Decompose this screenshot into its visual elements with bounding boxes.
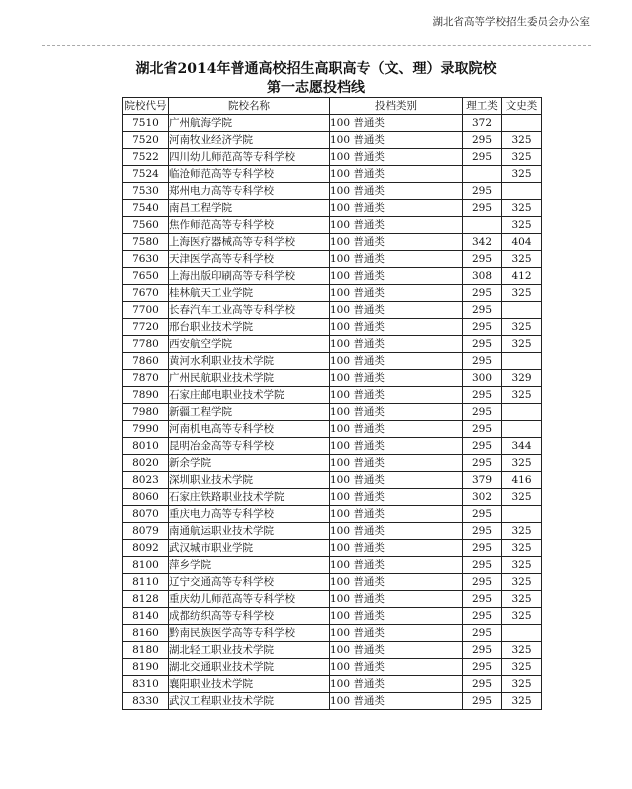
cell-code: 7720 — [123, 319, 169, 336]
cell-arts-score — [502, 353, 542, 370]
table-row — [123, 217, 542, 234]
table-row — [123, 608, 542, 625]
cell-admission-type: 100 普通类 — [330, 455, 463, 472]
cell-arts-score: 325 — [502, 540, 542, 557]
cell-arts-score: 325 — [502, 659, 542, 676]
cell-school-name: 广州民航职业技术学院 — [169, 370, 330, 387]
cell-school-name: 辽宁交通高等专科学校 — [169, 574, 330, 591]
table-row — [123, 132, 542, 149]
cell-code: 8180 — [123, 642, 169, 659]
cell-science-score: 300 — [463, 370, 502, 387]
table-row — [123, 302, 542, 319]
cell-admission-type: 100 普通类 — [330, 591, 463, 608]
cell-science-score: 302 — [463, 489, 502, 506]
cell-science-score: 295 — [463, 574, 502, 591]
cell-admission-type: 100 普通类 — [330, 319, 463, 336]
cell-science-score: 308 — [463, 268, 502, 285]
cell-code: 8070 — [123, 506, 169, 523]
cell-code: 8020 — [123, 455, 169, 472]
cell-admission-type: 100 普通类 — [330, 574, 463, 591]
cell-code: 7870 — [123, 370, 169, 387]
cell-code: 8160 — [123, 625, 169, 642]
cell-school-name: 桂林航天工业学院 — [169, 285, 330, 302]
cell-science-score: 295 — [463, 591, 502, 608]
cell-code: 8190 — [123, 659, 169, 676]
cell-school-name: 上海出版印刷高等专科学校 — [169, 268, 330, 285]
cell-admission-type: 100 普通类 — [330, 336, 463, 353]
column-header-code: 院校代号 — [123, 98, 169, 115]
table-row — [123, 166, 542, 183]
cell-admission-type: 100 普通类 — [330, 625, 463, 642]
cell-school-name: 西安航空学院 — [169, 336, 330, 353]
table-row — [123, 336, 542, 353]
cell-school-name: 焦作师范高等专科学校 — [169, 217, 330, 234]
cell-school-name: 南通航运职业技术学院 — [169, 523, 330, 540]
cell-code: 8060 — [123, 489, 169, 506]
cell-arts-score — [502, 404, 542, 421]
cell-admission-type: 100 普通类 — [330, 489, 463, 506]
cell-school-name: 河南机电高等专科学校 — [169, 421, 330, 438]
cell-science-score: 295 — [463, 319, 502, 336]
cell-science-score: 295 — [463, 506, 502, 523]
cell-school-name: 长春汽车工业高等专科学校 — [169, 302, 330, 319]
cell-school-name: 天津医学高等专科学校 — [169, 251, 330, 268]
cell-school-name: 广州航海学院 — [169, 115, 330, 132]
cell-arts-score — [502, 625, 542, 642]
cell-school-name: 重庆幼儿师范高等专科学校 — [169, 591, 330, 608]
table-row — [123, 285, 542, 302]
table-row — [123, 574, 542, 591]
cell-code: 7510 — [123, 115, 169, 132]
cell-code: 8110 — [123, 574, 169, 591]
cell-science-score: 342 — [463, 234, 502, 251]
table-row — [123, 404, 542, 421]
cell-admission-type: 100 普通类 — [330, 115, 463, 132]
cell-science-score: 295 — [463, 608, 502, 625]
cell-code: 8092 — [123, 540, 169, 557]
table-row — [123, 200, 542, 217]
column-header-science: 理工类 — [463, 98, 502, 115]
cell-code: 7520 — [123, 132, 169, 149]
cell-code: 7630 — [123, 251, 169, 268]
cell-arts-score: 325 — [502, 557, 542, 574]
cell-arts-score: 325 — [502, 574, 542, 591]
cell-school-name: 新疆工程学院 — [169, 404, 330, 421]
cell-science-score: 295 — [463, 455, 502, 472]
cell-arts-score: 412 — [502, 268, 542, 285]
cell-arts-score: 325 — [502, 676, 542, 693]
cell-science-score: 295 — [463, 353, 502, 370]
cell-admission-type: 100 普通类 — [330, 166, 463, 183]
cell-science-score: 295 — [463, 285, 502, 302]
cell-school-name: 上海医疗器械高等专科学校 — [169, 234, 330, 251]
cell-code: 7700 — [123, 302, 169, 319]
cell-admission-type: 100 普通类 — [330, 506, 463, 523]
cell-science-score: 379 — [463, 472, 502, 489]
cell-school-name: 南昌工程学院 — [169, 200, 330, 217]
cell-admission-type: 100 普通类 — [330, 608, 463, 625]
cell-arts-score — [502, 506, 542, 523]
column-header-name: 院校名称 — [169, 98, 330, 115]
table-row — [123, 149, 542, 166]
cell-code: 8023 — [123, 472, 169, 489]
cell-science-score: 295 — [463, 693, 502, 710]
cell-admission-type: 100 普通类 — [330, 285, 463, 302]
cell-admission-type: 100 普通类 — [330, 217, 463, 234]
table-row — [123, 625, 542, 642]
cell-school-name: 襄阳职业技术学院 — [169, 676, 330, 693]
cell-code: 7650 — [123, 268, 169, 285]
cell-code: 7580 — [123, 234, 169, 251]
table-row — [123, 472, 542, 489]
table-row — [123, 642, 542, 659]
cell-code: 7540 — [123, 200, 169, 217]
cell-science-score: 295 — [463, 676, 502, 693]
cell-admission-type: 100 普通类 — [330, 387, 463, 404]
table-row — [123, 251, 542, 268]
table-row — [123, 540, 542, 557]
cell-admission-type: 100 普通类 — [330, 404, 463, 421]
cell-science-score: 295 — [463, 540, 502, 557]
cell-arts-score: 325 — [502, 608, 542, 625]
cell-code: 8330 — [123, 693, 169, 710]
cell-code: 7524 — [123, 166, 169, 183]
cell-arts-score: 325 — [502, 285, 542, 302]
cell-code: 7780 — [123, 336, 169, 353]
cell-code: 8100 — [123, 557, 169, 574]
cell-code: 8010 — [123, 438, 169, 455]
cell-arts-score: 325 — [502, 200, 542, 217]
cell-science-score: 295 — [463, 659, 502, 676]
cell-school-name: 邢台职业技术学院 — [169, 319, 330, 336]
cell-science-score: 295 — [463, 438, 502, 455]
table-header-row — [123, 98, 542, 115]
cell-school-name: 四川幼儿师范高等专科学校 — [169, 149, 330, 166]
cell-code: 8128 — [123, 591, 169, 608]
cell-school-name: 萍乡学院 — [169, 557, 330, 574]
table-row — [123, 268, 542, 285]
cell-science-score: 295 — [463, 642, 502, 659]
cell-admission-type: 100 普通类 — [330, 438, 463, 455]
document-title: 湖北省2014年普通高校招生高职高专（文、理）录取院校 — [135, 61, 497, 77]
cell-science-score — [463, 217, 502, 234]
table-row — [123, 370, 542, 387]
cell-school-name: 黔南民族医学高等专科学校 — [169, 625, 330, 642]
cell-admission-type: 100 普通类 — [330, 132, 463, 149]
cell-admission-type: 100 普通类 — [330, 421, 463, 438]
cell-school-name: 临沧师范高等专科学校 — [169, 166, 330, 183]
cell-admission-type: 100 普通类 — [330, 693, 463, 710]
cell-school-name: 重庆电力高等专科学校 — [169, 506, 330, 523]
cell-arts-score — [502, 183, 542, 200]
cell-admission-type: 100 普通类 — [330, 540, 463, 557]
cell-science-score: 295 — [463, 336, 502, 353]
cell-arts-score — [502, 115, 542, 132]
cutoff-table — [122, 97, 542, 710]
table-row — [123, 115, 542, 132]
cell-admission-type: 100 普通类 — [330, 149, 463, 166]
cell-code: 7980 — [123, 404, 169, 421]
cell-school-name: 成都纺织高等专科学校 — [169, 608, 330, 625]
cell-code: 7860 — [123, 353, 169, 370]
cell-admission-type: 100 普通类 — [330, 302, 463, 319]
cell-arts-score: 404 — [502, 234, 542, 251]
document-subtitle: 第一志愿投档线 — [267, 80, 365, 96]
table-row — [123, 183, 542, 200]
cell-code: 8140 — [123, 608, 169, 625]
cell-arts-score: 325 — [502, 319, 542, 336]
cell-admission-type: 100 普通类 — [330, 353, 463, 370]
cell-admission-type: 100 普通类 — [330, 183, 463, 200]
cell-admission-type: 100 普通类 — [330, 676, 463, 693]
cell-arts-score: 416 — [502, 472, 542, 489]
cell-code: 7530 — [123, 183, 169, 200]
cell-admission-type: 100 普通类 — [330, 251, 463, 268]
cell-code: 7670 — [123, 285, 169, 302]
cell-school-name: 石家庄铁路职业技术学院 — [169, 489, 330, 506]
table-row — [123, 693, 542, 710]
header-organization: 湖北省高等学校招生委员会办公室 — [432, 16, 590, 28]
cell-admission-type: 100 普通类 — [330, 557, 463, 574]
cell-science-score: 295 — [463, 302, 502, 319]
table-row — [123, 455, 542, 472]
table-row — [123, 591, 542, 608]
cell-arts-score: 325 — [502, 149, 542, 166]
cell-science-score: 295 — [463, 183, 502, 200]
table-row — [123, 506, 542, 523]
table-row — [123, 319, 542, 336]
cell-admission-type: 100 普通类 — [330, 370, 463, 387]
cell-science-score: 372 — [463, 115, 502, 132]
cell-science-score: 295 — [463, 557, 502, 574]
cell-arts-score: 325 — [502, 132, 542, 149]
table-row — [123, 438, 542, 455]
table-row — [123, 659, 542, 676]
cell-arts-score — [502, 421, 542, 438]
cell-school-name: 湖北交通职业技术学院 — [169, 659, 330, 676]
cell-admission-type: 100 普通类 — [330, 523, 463, 540]
table-row — [123, 676, 542, 693]
cell-school-name: 深圳职业技术学院 — [169, 472, 330, 489]
table-row — [123, 234, 542, 251]
table-row — [123, 489, 542, 506]
cell-arts-score: 325 — [502, 217, 542, 234]
cell-science-score: 295 — [463, 421, 502, 438]
table-row — [123, 421, 542, 438]
cell-school-name: 湖北轻工职业技术学院 — [169, 642, 330, 659]
cell-science-score: 295 — [463, 149, 502, 166]
cell-school-name: 石家庄邮电职业技术学院 — [169, 387, 330, 404]
cell-science-score: 295 — [463, 251, 502, 268]
cell-arts-score: 325 — [502, 336, 542, 353]
cell-arts-score: 325 — [502, 591, 542, 608]
cell-science-score: 295 — [463, 625, 502, 642]
cell-school-name: 黄河水利职业技术学院 — [169, 353, 330, 370]
cell-school-name: 河南牧业经济学院 — [169, 132, 330, 149]
cell-arts-score: 329 — [502, 370, 542, 387]
cell-code: 8079 — [123, 523, 169, 540]
cell-arts-score: 325 — [502, 251, 542, 268]
cell-arts-score: 325 — [502, 523, 542, 540]
cell-school-name: 武汉工程职业技术学院 — [169, 693, 330, 710]
table-row — [123, 557, 542, 574]
cell-science-score: 295 — [463, 523, 502, 540]
cell-school-name: 郑州电力高等专科学校 — [169, 183, 330, 200]
cell-science-score — [463, 166, 502, 183]
column-header-type: 投档类别 — [330, 98, 463, 115]
cell-arts-score: 325 — [502, 693, 542, 710]
cell-arts-score: 325 — [502, 642, 542, 659]
cell-science-score: 295 — [463, 200, 502, 217]
cell-arts-score: 325 — [502, 387, 542, 404]
cell-arts-score: 344 — [502, 438, 542, 455]
header-divider — [42, 45, 591, 46]
column-header-arts: 文史类 — [502, 98, 542, 115]
cell-arts-score: 325 — [502, 489, 542, 506]
cell-arts-score: 325 — [502, 166, 542, 183]
table-body — [123, 115, 542, 710]
cell-school-name: 新余学院 — [169, 455, 330, 472]
cell-admission-type: 100 普通类 — [330, 200, 463, 217]
cell-school-name: 昆明冶金高等专科学校 — [169, 438, 330, 455]
cell-admission-type: 100 普通类 — [330, 642, 463, 659]
cell-code: 7990 — [123, 421, 169, 438]
cell-science-score: 295 — [463, 132, 502, 149]
cell-arts-score: 325 — [502, 455, 542, 472]
table-row — [123, 387, 542, 404]
cell-admission-type: 100 普通类 — [330, 472, 463, 489]
cell-science-score: 295 — [463, 387, 502, 404]
cell-code: 7522 — [123, 149, 169, 166]
cell-code: 7560 — [123, 217, 169, 234]
cell-school-name: 武汉城市职业学院 — [169, 540, 330, 557]
cell-admission-type: 100 普通类 — [330, 234, 463, 251]
cell-science-score: 295 — [463, 404, 502, 421]
table-row — [123, 523, 542, 540]
cell-arts-score — [502, 302, 542, 319]
cell-admission-type: 100 普通类 — [330, 659, 463, 676]
cell-code: 8310 — [123, 676, 169, 693]
cell-code: 7890 — [123, 387, 169, 404]
table-row — [123, 353, 542, 370]
cell-admission-type: 100 普通类 — [330, 268, 463, 285]
